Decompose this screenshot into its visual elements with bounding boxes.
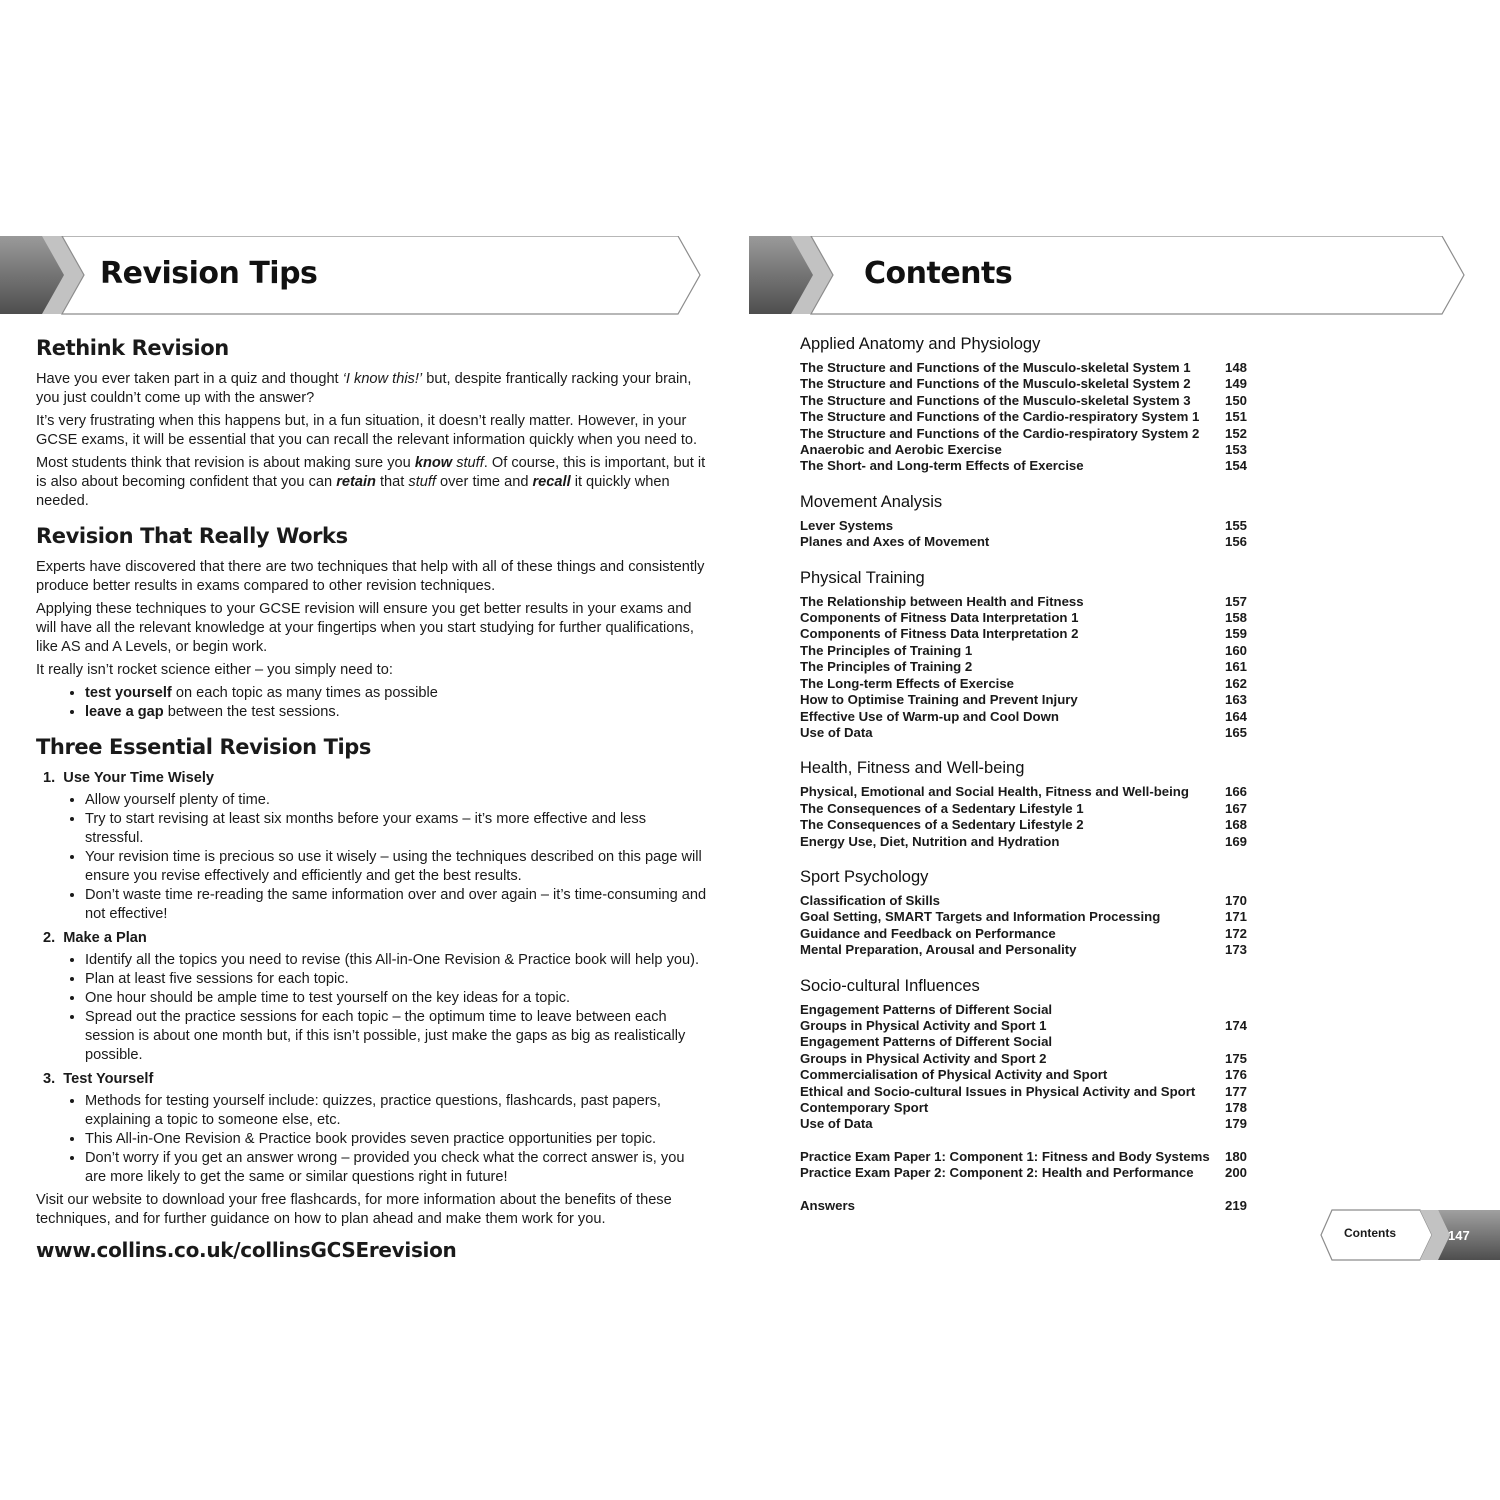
contents-entry-title: The Structure and Functions of the Cardio-respiratory System 2 (800, 425, 1200, 441)
contents-entry-title: The Relationship between Health and Fitness (800, 593, 1084, 609)
contents-section-heading: Applied Anatomy and Physiology (800, 335, 1041, 353)
contents-section (800, 975, 1247, 1133)
list-item: • Allow yourself plenty of time. (85, 791, 708, 810)
contents-entry-title: Groups in Physical Activity and Sport 1 (800, 1017, 1047, 1033)
contents-section-heading: Health, Fitness and Well-being (800, 759, 1025, 778)
contents-entry-title: Anaerobic and Aerobic Exercise (800, 442, 1002, 458)
contents-section (800, 866, 1247, 959)
contents-entry-title: The Structure and Functions of the Musculo-skeletal System 2 (800, 376, 1191, 392)
contents-entry[interactable] (800, 1116, 1247, 1132)
contents-entry-title: The Structure and Functions of the Musculo-skeletal System 3 (800, 392, 1191, 408)
list-item: • Don’t worry if you get an answer wrong – provided you check what the correct answer is, you are more likely to get the same or similar questions right in future! (85, 1149, 708, 1187)
contents-entry[interactable] (800, 393, 1247, 409)
contents-entry-title: Groups in Physical Activity and Sport 2 (800, 1050, 1047, 1066)
contents-entry-page: 154 (1224, 458, 1247, 474)
contents-entry-title: Use of Data (800, 1116, 873, 1132)
contents-entry[interactable] (800, 1067, 1247, 1083)
rethink-paragraph-1: Have you ever taken part in a quiz and thought ‘I know this!’ but, despite frantically racking your brain, you just couldn’t come up with the answer? (36, 371, 692, 406)
contents-entry-title: Ethical and Socio-cultural Issues in Physical Activity and Sport (800, 1083, 1196, 1099)
works-paragraph-2: Applying these techniques to your GCSE revision will ensure you get better results in your exams and will have all the relevant knowledge at your fingertips when you start studying for further qualifications, like AS and A Levels, or begin work. (36, 601, 694, 655)
contents-entry[interactable] (800, 360, 1247, 376)
three-tips-heading: Three Essential Revision Tips (36, 735, 372, 759)
footer-page-tab (1320, 1209, 1500, 1261)
contents-title: Contents (864, 256, 1013, 291)
contents-entry[interactable] (800, 1002, 1247, 1018)
contents-entry-title: How to Optimise Training and Prevent Injury (800, 692, 1078, 708)
contents-entry-page: 148 (1224, 360, 1247, 375)
step3-list (36, 1092, 708, 1187)
step-heading: 2. Make a Plan (43, 930, 147, 946)
works-paragraph-1: Experts have discovered that there are two techniques that help with all of these things and consistently produce better results in exams compared to other revision techniques. (36, 559, 705, 594)
contents-entry-page: 177 (1224, 1083, 1247, 1099)
list-item: • This All-in-One Revision & Practice book provides seven practice opportunities per topic. (85, 1130, 708, 1149)
contents-entry-title: The Long-term Effects of Exercise (800, 675, 1014, 691)
contents-entry-page: 151 (1224, 409, 1247, 425)
footer-section-label: Contents (1344, 1226, 1396, 1240)
contents-entry-title: Contemporary Sport (800, 1100, 929, 1115)
revision-tips-column (36, 333, 708, 1260)
contents-entry-title: The Structure and Functions of the Musculo-skeletal System 1 (800, 360, 1191, 375)
contents-entry-page: 166 (1224, 784, 1247, 800)
works-paragraph-3: It really isn’t rocket science either – you simply need to: (36, 662, 393, 678)
contents-entry[interactable] (800, 676, 1247, 692)
contents-section (800, 491, 1247, 551)
contents-entry[interactable] (800, 1034, 1247, 1050)
contents-entry-title: Use of Data (800, 724, 873, 740)
list-item: • Identify all the topics you need to revise (this All-in-One Revision & Practice book will help you). (85, 951, 708, 970)
contents-section-heading: Sport Psychology (800, 867, 929, 886)
contents-entry-page: 163 (1224, 692, 1247, 708)
contents-entry-page: 168 (1224, 817, 1247, 833)
contents-entry-page: 153 (1224, 442, 1247, 458)
contents-entry-page: 158 (1224, 610, 1247, 626)
contents-entry[interactable] (800, 801, 1247, 817)
step-heading: 1. Use Your Time Wisely (43, 770, 215, 786)
contents-entry[interactable] (800, 725, 1247, 741)
list-item: • Try to start revising at least six months before your exams – it’s more effective and less stressful. (85, 810, 708, 848)
list-item: • One hour should be ample time to test yourself on the key ideas for a topic. (85, 989, 708, 1008)
contents-entry-title: Classification of Skills (800, 892, 940, 908)
contents-entry-page: 152 (1224, 425, 1247, 441)
step1-list (36, 791, 708, 924)
contents-entry-page: 170 (1224, 892, 1247, 908)
contents-entry-page: 171 (1224, 909, 1247, 925)
contents-entry-page: 157 (1224, 593, 1247, 609)
contents-entry[interactable] (800, 784, 1247, 800)
contents-entry-page: 179 (1224, 1116, 1247, 1132)
contents-entry-page: 174 (1224, 1017, 1247, 1033)
contents-entry[interactable] (800, 426, 1247, 442)
contents-entry-page: 150 (1224, 392, 1247, 408)
contents-entry-title: Commercialisation of Physical Activity and Sport (800, 1067, 1108, 1083)
contents-entry[interactable] (800, 909, 1247, 925)
contents-entry[interactable] (800, 1084, 1247, 1100)
contents-list (800, 333, 1247, 1230)
contents-entry[interactable] (800, 659, 1247, 675)
contents-entry-title: The Consequences of a Sedentary Lifestyle 1 (800, 800, 1084, 816)
contents-section (800, 1198, 1247, 1214)
contents-entry-title: Physical, Emotional and Social Health, Fitness and Well-being (800, 784, 1189, 800)
contents-entry[interactable] (800, 1018, 1247, 1034)
contents-section (800, 567, 1247, 742)
contents-banner (749, 236, 1466, 316)
contents-entry[interactable] (800, 817, 1247, 833)
contents-entry-page: 219 (1224, 1197, 1247, 1213)
contents-entry-title: Effective Use of Warm-up and Cool Down (800, 708, 1059, 724)
contents-section-heading: Physical Training (800, 568, 925, 587)
contents-entry-title: Components of Fitness Data Interpretation 1 (800, 610, 1079, 626)
contents-entry-page: 169 (1224, 833, 1247, 849)
list-item: • test yourself on each topic as many times as possible (85, 684, 708, 703)
contents-entry-title: The Consequences of a Sedentary Lifestyle 2 (800, 817, 1084, 833)
contents-entry-page: 164 (1224, 708, 1247, 724)
contents-entry-title: Planes and Axes of Movement (800, 534, 990, 550)
page-number: 147 (1448, 1228, 1470, 1243)
contents-entry[interactable] (800, 626, 1247, 642)
contents-entry-title: The Structure and Functions of the Cardio-respiratory System 1 (800, 409, 1200, 425)
contents-entry[interactable] (800, 709, 1247, 725)
contents-entry-title: The Short- and Long-term Effects of Exercise (800, 458, 1084, 474)
contents-entry[interactable] (800, 534, 1247, 550)
contents-entry[interactable] (800, 610, 1247, 626)
contents-entry[interactable] (800, 1051, 1247, 1067)
contents-entry-page: 200 (1224, 1165, 1247, 1181)
works-list (36, 684, 708, 722)
contents-entry-page: 159 (1224, 626, 1247, 642)
contents-entry[interactable] (800, 409, 1247, 425)
contents-entry-title: Lever Systems (800, 517, 894, 533)
contents-entry[interactable] (800, 926, 1247, 942)
contents-entry-page: 161 (1224, 659, 1247, 675)
contents-entry-title: Practice Exam Paper 2: Component 2: Health and Performance (800, 1165, 1194, 1181)
website-url[interactable]: www.collins.co.uk/collinsGCSErevision (36, 1238, 457, 1262)
contents-entry[interactable] (800, 376, 1247, 392)
list-item: • Methods for testing yourself include: quizzes, practice questions, flashcards, past papers, explaining a topic to someone else, etc. (85, 1092, 708, 1130)
contents-entry-title: Engagement Patterns of Different Social (800, 1034, 1053, 1050)
contents-entry[interactable] (800, 458, 1247, 474)
list-item: • Plan at least five sessions for each topic. (85, 970, 708, 989)
list-item: • Spread out the practice sessions for each topic – the optimum time to leave between each session is about one month but, if this isn’t possible, just make the gaps as big as realistically possible. (85, 1008, 708, 1065)
contents-entry-title: The Principles of Training 2 (800, 659, 973, 675)
step-heading: 3. Test Yourself (43, 1071, 154, 1087)
contents-entry[interactable] (800, 942, 1247, 958)
page-title: Revision Tips (100, 256, 318, 291)
list-item: • leave a gap between the test sessions. (85, 703, 708, 722)
contents-entry-title: Components of Fitness Data Interpretation 2 (800, 626, 1079, 642)
contents-entry-page: 180 (1224, 1148, 1247, 1164)
works-heading: Revision That Really Works (36, 524, 348, 548)
contents-entry-title: Goal Setting, SMART Targets and Information Processing (800, 909, 1161, 925)
contents-section-heading: Socio-cultural Influences (800, 976, 980, 995)
contents-entry[interactable] (800, 834, 1247, 850)
list-item: • Your revision time is precious so use it wisely – using the techniques described on this page will ensure you revise effectively and efficiently and get the best results. (85, 848, 708, 886)
contents-entry[interactable] (800, 1149, 1247, 1165)
contents-entry[interactable] (800, 692, 1247, 708)
contents-section (800, 1149, 1247, 1182)
contents-entry-page: 167 (1224, 800, 1247, 816)
contents-entry[interactable] (800, 1100, 1247, 1116)
contents-entry-title: Practice Exam Paper 1: Component 1: Fitness and Body Systems (800, 1148, 1210, 1164)
closing-paragraph: Visit our website to download your free flashcards, for more information about the benefits of these techniques, and for further guidance on how to plan ahead and make them work for you. (36, 1192, 672, 1227)
contents-section-heading: Movement Analysis (800, 492, 943, 511)
contents-entry-page: 173 (1224, 942, 1247, 958)
step2-list (36, 951, 708, 1065)
contents-entry[interactable] (800, 594, 1247, 610)
contents-entry-page: 175 (1224, 1050, 1247, 1066)
contents-entry-page: 156 (1224, 534, 1247, 550)
contents-entry[interactable] (800, 518, 1247, 534)
contents-entry-title: Answers (800, 1197, 855, 1213)
contents-entry-title: Engagement Patterns of Different Social (800, 1001, 1053, 1017)
contents-entry-page: 178 (1224, 1100, 1247, 1115)
contents-entry-page: 149 (1224, 376, 1247, 392)
contents-entry-page: 172 (1224, 925, 1247, 941)
rethink-paragraph-3: Most students think that revision is about making sure you know stuff. Of course, this is important, but it is also about becoming confident that you can retain that stuff over time and recall it quickly when needed. (36, 455, 706, 509)
rethink-paragraph-2: It’s very frustrating when this happens but, in a fun situation, it doesn’t really matter. However, in your GCSE exams, it will be essential that you can recall the relevant information quickly when you need to. (36, 413, 698, 448)
contents-entry[interactable] (800, 1198, 1247, 1214)
rethink-heading: Rethink Revision (36, 336, 229, 360)
contents-entry[interactable] (800, 1165, 1247, 1181)
contents-entry-title: The Principles of Training 1 (800, 642, 973, 658)
list-item: • Don’t waste time re-reading the same information over and over again – it’s time-consuming and not effective! (85, 886, 708, 924)
contents-entry[interactable] (800, 442, 1247, 458)
revision-tips-banner (0, 236, 702, 316)
contents-entry-page: 165 (1224, 724, 1247, 740)
contents-entry-title: Mental Preparation, Arousal and Personality (800, 942, 1077, 958)
contents-entry-title: Guidance and Feedback on Performance (800, 925, 1056, 941)
contents-entry[interactable] (800, 643, 1247, 659)
contents-section (800, 757, 1247, 850)
contents-entry-page: 162 (1224, 675, 1247, 691)
contents-entry-page: 176 (1224, 1067, 1247, 1083)
contents-entry-page: 160 (1224, 642, 1247, 658)
contents-entry-title: Energy Use, Diet, Nutrition and Hydration (800, 833, 1060, 849)
contents-entry[interactable] (800, 893, 1247, 909)
contents-section (800, 333, 1247, 475)
contents-entry-page: 155 (1224, 517, 1247, 533)
